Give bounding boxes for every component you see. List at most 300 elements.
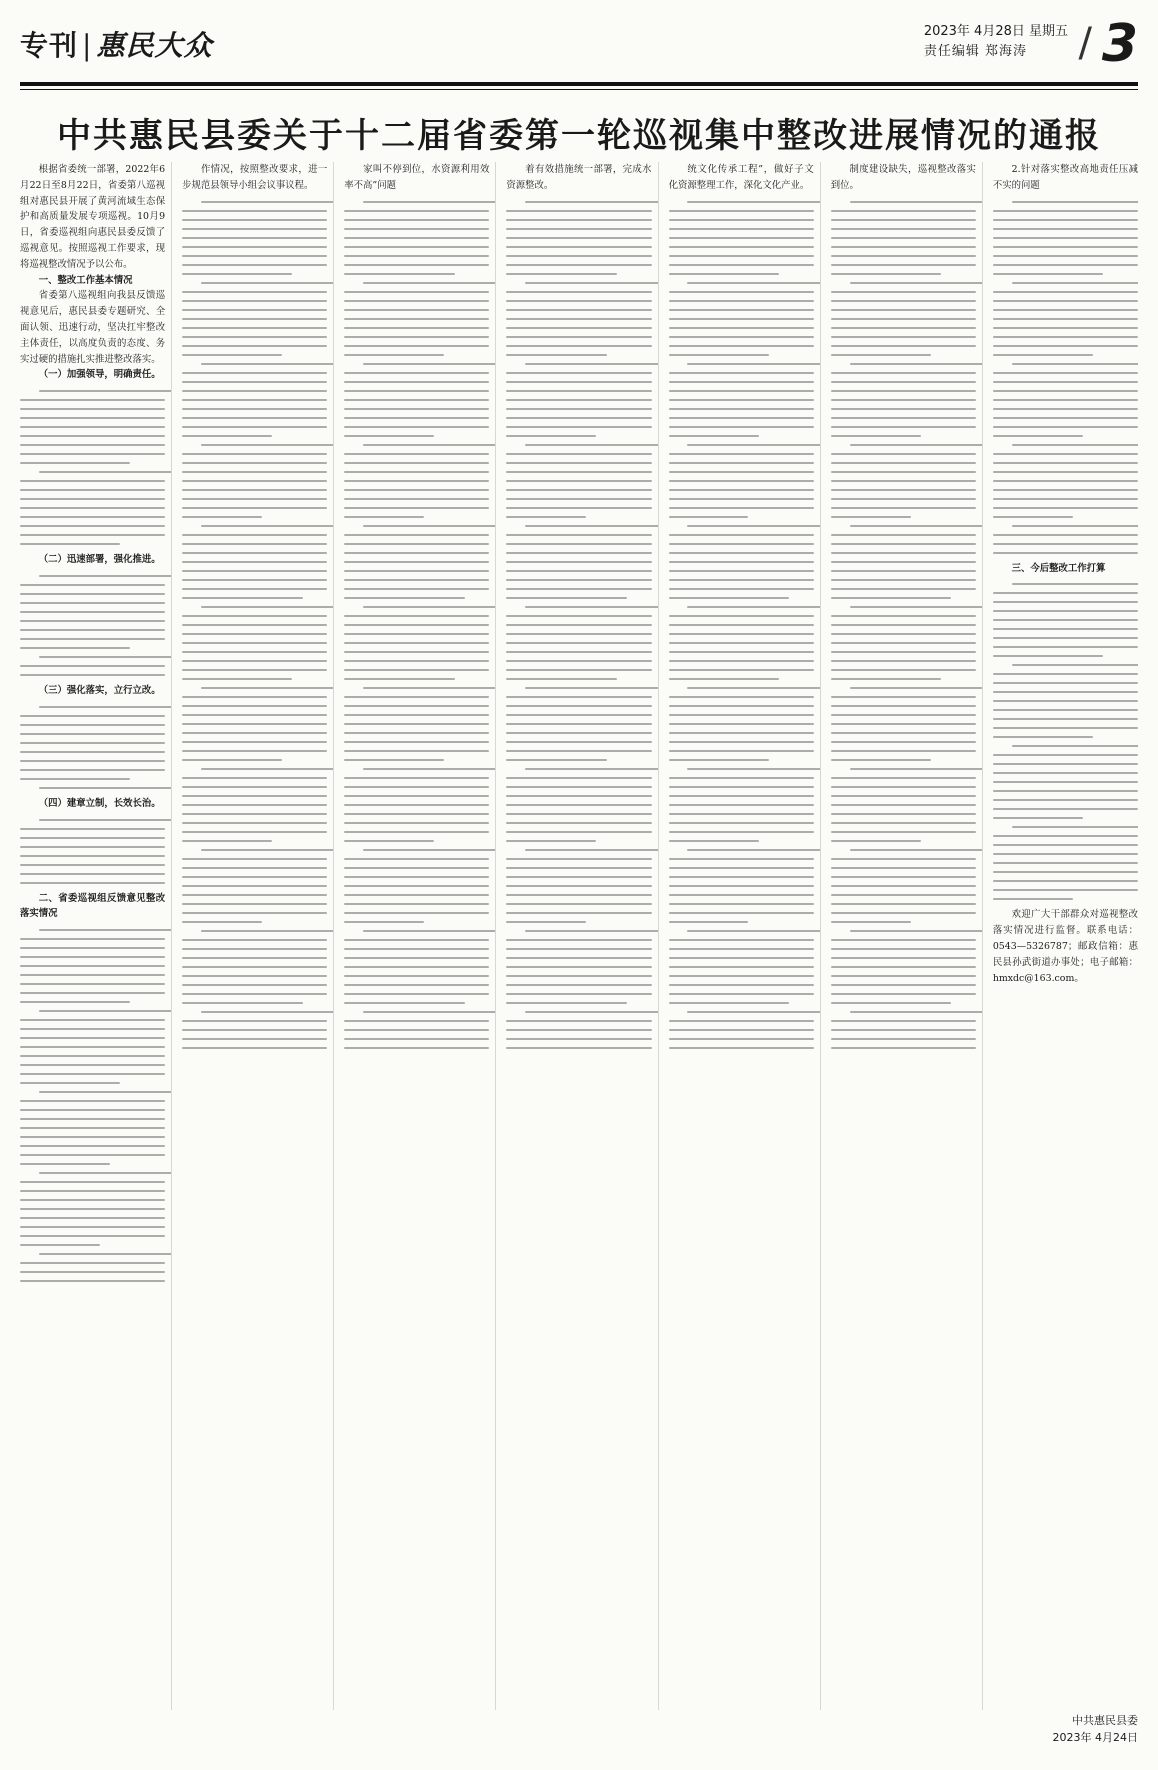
text-line <box>506 408 651 410</box>
text-line <box>669 354 769 356</box>
text-line <box>344 678 454 680</box>
text-line <box>344 714 489 716</box>
text-line <box>506 1029 651 1031</box>
text-line <box>344 453 489 455</box>
text-line <box>344 804 489 806</box>
text-line <box>182 210 327 212</box>
text-line <box>182 237 327 239</box>
text-line <box>993 817 1083 819</box>
text-line <box>506 1020 651 1022</box>
text-line <box>20 1244 100 1246</box>
text-line <box>669 543 814 545</box>
text-line <box>344 912 489 914</box>
text-line <box>182 471 327 473</box>
text-line <box>831 840 921 842</box>
text-line <box>20 1136 165 1138</box>
text-line <box>525 444 658 446</box>
text-line <box>831 210 976 212</box>
text-line <box>20 1100 165 1102</box>
text-line <box>20 543 120 545</box>
text-line <box>993 700 1138 702</box>
text-line <box>831 291 976 293</box>
text-line <box>20 1028 165 1030</box>
text-line <box>850 930 983 932</box>
text-line <box>850 282 983 284</box>
text-line <box>182 642 327 644</box>
text-line <box>506 327 651 329</box>
text-line <box>669 777 814 779</box>
text-line <box>344 426 489 428</box>
text-line <box>344 867 489 869</box>
text-line <box>182 957 327 959</box>
text-line <box>993 709 1138 711</box>
text-line <box>831 1029 976 1031</box>
text-line <box>182 741 327 743</box>
text-line <box>182 381 327 383</box>
text-line <box>831 660 976 662</box>
text-line <box>506 489 651 491</box>
text-line <box>20 1037 165 1039</box>
text-line <box>525 849 658 851</box>
masthead-rule-thin <box>20 89 1138 90</box>
text-line <box>506 939 651 941</box>
text-block <box>20 929 165 1282</box>
text-line <box>506 633 651 635</box>
text-line <box>344 633 489 635</box>
text-line <box>344 462 489 464</box>
text-line <box>344 489 489 491</box>
text-line <box>669 759 769 761</box>
text-line <box>831 633 976 635</box>
text-line <box>20 1055 165 1057</box>
text-line <box>344 210 489 212</box>
text-line <box>831 561 976 563</box>
text-line <box>182 264 327 266</box>
text-line <box>993 372 1138 374</box>
text-line <box>831 876 976 878</box>
text-line <box>20 1064 165 1066</box>
text-line <box>669 714 814 716</box>
text-line <box>20 769 165 771</box>
text-line <box>831 759 931 761</box>
text-line <box>669 633 814 635</box>
text-line <box>993 628 1138 630</box>
text-line <box>669 336 814 338</box>
text-line <box>993 727 1138 729</box>
text-line <box>831 354 931 356</box>
text-line <box>182 732 327 734</box>
text-line <box>363 201 496 203</box>
text-line <box>506 336 651 338</box>
text-line <box>669 471 814 473</box>
article-column-6 <box>831 162 983 1710</box>
text-line <box>182 615 327 617</box>
text-line <box>344 318 489 320</box>
text-line <box>344 399 489 401</box>
text-line <box>669 1002 789 1004</box>
text-line <box>182 300 327 302</box>
masthead <box>20 14 1138 80</box>
text-line <box>669 975 814 977</box>
text-line <box>20 1271 165 1273</box>
text-line <box>20 489 165 491</box>
text-line <box>506 273 616 275</box>
text-line <box>831 957 976 959</box>
text-line <box>344 336 489 338</box>
text-line <box>20 417 165 419</box>
text-line <box>993 682 1138 684</box>
article-headline: 中共惠民县委关于十二届省委第一轮巡视集中整改进展情况的通报 <box>57 116 1101 156</box>
text-line <box>1012 826 1138 828</box>
text-line <box>20 742 165 744</box>
text-line <box>182 255 327 257</box>
text-line <box>993 592 1138 594</box>
page-slash-divider: / <box>1078 20 1092 66</box>
text-line <box>831 813 976 815</box>
text-line <box>39 575 172 577</box>
text-line <box>993 273 1103 275</box>
text-line <box>506 678 616 680</box>
text-line <box>506 426 651 428</box>
text-line <box>344 624 489 626</box>
text-line <box>182 651 327 653</box>
text-line <box>182 1002 302 1004</box>
text-line <box>182 867 327 869</box>
text-line <box>831 912 976 914</box>
text-line <box>525 768 658 770</box>
text-line <box>993 246 1138 248</box>
text-line <box>993 381 1138 383</box>
text-line <box>831 327 976 329</box>
text-line <box>506 237 651 239</box>
text-line <box>344 480 489 482</box>
text-line <box>669 597 789 599</box>
text-line <box>831 714 976 716</box>
body-paragraph: 作情况，按照整改要求，进一步规范县领导小组会议事议程。 <box>182 164 328 191</box>
body-paragraph: 家叫不停到位，水资源利用效率不高”问题 <box>344 164 490 191</box>
text-line <box>506 876 651 878</box>
text-line <box>831 615 976 617</box>
text-line <box>344 984 489 986</box>
text-block <box>831 201 976 1049</box>
text-line <box>831 480 976 482</box>
text-line <box>344 660 489 662</box>
text-line <box>1012 664 1138 666</box>
text-line <box>831 1038 976 1040</box>
text-line <box>669 390 814 392</box>
text-line <box>182 822 327 824</box>
text-line <box>20 837 165 839</box>
text-line <box>344 840 434 842</box>
text-line <box>182 309 327 311</box>
text-line <box>506 975 651 977</box>
text-line <box>669 804 814 806</box>
text-line <box>831 669 976 671</box>
text-line <box>525 525 658 527</box>
text-line <box>525 687 658 689</box>
text-line <box>993 552 1138 554</box>
text-line <box>669 678 779 680</box>
text-line <box>182 579 327 581</box>
text-line <box>525 201 658 203</box>
text-line <box>831 408 976 410</box>
article-column-4 <box>506 162 658 1710</box>
text-line <box>182 345 327 347</box>
text-line <box>344 552 489 554</box>
text-line <box>506 741 651 743</box>
text-line <box>669 264 814 266</box>
text-line <box>506 597 626 599</box>
text-line <box>993 237 1138 239</box>
text-line <box>506 552 651 554</box>
editor-credit: 责任编辑 郑海涛 <box>923 44 1027 59</box>
issue-meta <box>924 22 1068 62</box>
text-line <box>993 691 1138 693</box>
text-line <box>669 651 814 653</box>
text-line <box>669 417 814 419</box>
text-line <box>831 579 976 581</box>
text-line <box>831 624 976 626</box>
text-line <box>182 633 327 635</box>
text-line <box>831 795 976 797</box>
text-line <box>344 1020 489 1022</box>
text-line <box>831 246 976 248</box>
text-line <box>993 291 1138 293</box>
text-line <box>20 855 165 857</box>
text-line <box>182 840 272 842</box>
text-line <box>993 462 1138 464</box>
text-line <box>831 903 976 905</box>
lead-paragraph: 根据省委统一部署，2022年6月22日至8月22日，省委第八巡视组对惠民县开展了黄河流域生态保护和高质量发展专项巡视。10月9日，省委巡视组向惠民县委反馈了巡视意见。按照巡视工作要求，现将巡视整改情况予以公布。 <box>20 164 166 270</box>
text-block <box>20 575 165 676</box>
text-line <box>506 417 651 419</box>
text-line <box>669 381 814 383</box>
text-line <box>669 255 814 257</box>
text-line <box>506 894 651 896</box>
article-column-5 <box>669 162 821 1710</box>
text-line <box>993 799 1138 801</box>
text-line <box>687 849 820 851</box>
text-line <box>344 966 489 968</box>
text-line <box>39 819 172 821</box>
text-line <box>850 363 983 365</box>
text-line <box>344 1029 489 1031</box>
text-line <box>182 876 327 878</box>
text-line <box>20 1127 165 1129</box>
text-line <box>506 1047 651 1049</box>
text-line <box>831 705 976 707</box>
text-line <box>831 264 976 266</box>
text-line <box>850 768 983 770</box>
text-line <box>831 273 941 275</box>
text-line <box>506 903 651 905</box>
text-line <box>182 804 327 806</box>
text-line <box>669 903 814 905</box>
text-line <box>993 507 1138 509</box>
text-block <box>20 390 165 545</box>
text-line <box>1012 525 1138 527</box>
text-line <box>344 273 454 275</box>
text-line <box>669 831 814 833</box>
text-line <box>506 264 651 266</box>
text-line <box>182 813 327 815</box>
text-line <box>506 984 651 986</box>
text-line <box>993 619 1138 621</box>
text-line <box>831 300 976 302</box>
text-line <box>687 444 820 446</box>
text-line <box>831 426 976 428</box>
text-line <box>506 723 651 725</box>
issue-date: 2023年 4月28日 星期五 <box>923 24 1068 39</box>
text-line <box>506 624 651 626</box>
text-line <box>20 584 165 586</box>
text-line <box>182 966 327 968</box>
text-line <box>506 1038 651 1040</box>
text-line <box>993 781 1138 783</box>
text-line <box>506 813 651 815</box>
text-line <box>506 948 651 950</box>
text-line <box>506 759 606 761</box>
text-line <box>20 480 165 482</box>
text-line <box>669 300 814 302</box>
text-line <box>39 656 172 658</box>
text-line <box>201 606 334 608</box>
text-line <box>831 588 976 590</box>
text-line <box>506 705 651 707</box>
text-line <box>344 759 444 761</box>
text-line <box>182 327 327 329</box>
text-line <box>182 462 327 464</box>
text-line <box>669 489 814 491</box>
text-line <box>182 786 327 788</box>
text-block <box>993 583 1138 900</box>
article-column-7 <box>993 162 1138 1710</box>
body-paragraph: 统文化传承工程”，做好子文化资源整理工作，深化文化产业。 <box>668 164 814 191</box>
text-line <box>182 858 327 860</box>
text-line <box>20 715 165 717</box>
text-line <box>993 646 1138 648</box>
text-line <box>993 543 1138 545</box>
text-line <box>182 561 327 563</box>
text-line <box>506 615 651 617</box>
text-line <box>20 778 130 780</box>
text-line <box>669 948 814 950</box>
text-line <box>182 228 327 230</box>
text-line <box>344 822 489 824</box>
text-line <box>506 579 651 581</box>
text-line <box>506 732 651 734</box>
text-line <box>993 498 1138 500</box>
text-line <box>39 1172 172 1174</box>
text-line <box>201 363 334 365</box>
text-line <box>506 390 651 392</box>
text-line <box>20 1226 165 1228</box>
text-line <box>506 561 651 563</box>
text-line <box>363 849 496 851</box>
text-line <box>344 705 489 707</box>
text-line <box>669 921 749 923</box>
text-line <box>182 507 327 509</box>
text-line <box>993 354 1093 356</box>
text-line <box>669 669 814 671</box>
text-line <box>20 965 165 967</box>
text-line <box>363 768 496 770</box>
section-heading: 三、今后整改工作打算 <box>1011 562 1106 574</box>
text-line <box>344 1047 489 1049</box>
text-line <box>39 706 172 708</box>
text-line <box>20 1208 165 1210</box>
text-line <box>344 435 434 437</box>
text-line <box>506 786 651 788</box>
text-line <box>344 372 489 374</box>
text-line <box>182 417 327 419</box>
text-line <box>831 732 976 734</box>
text-line <box>344 921 424 923</box>
subsection-heading: （一）加强领导，明确责任。 <box>38 369 161 381</box>
text-line <box>831 237 976 239</box>
text-line <box>1012 444 1138 446</box>
text-line <box>669 309 814 311</box>
text-line <box>669 840 759 842</box>
text-line <box>669 534 814 536</box>
text-line <box>993 516 1073 518</box>
text-line <box>20 1235 165 1237</box>
text-line <box>993 736 1093 738</box>
text-line <box>344 345 489 347</box>
text-line <box>831 318 976 320</box>
text-line <box>687 363 820 365</box>
text-line <box>506 966 651 968</box>
text-line <box>669 660 814 662</box>
text-line <box>669 993 814 995</box>
text-line <box>506 381 651 383</box>
text-line <box>831 345 976 347</box>
text-line <box>20 665 165 667</box>
text-line <box>20 1154 165 1156</box>
text-line <box>669 822 814 824</box>
text-line <box>39 1010 172 1012</box>
text-line <box>669 273 779 275</box>
text-line <box>39 929 172 931</box>
text-line <box>20 507 165 509</box>
text-line <box>201 930 334 932</box>
brand <box>20 24 212 64</box>
text-line <box>344 246 489 248</box>
text-line <box>363 444 496 446</box>
text-block <box>669 201 814 1049</box>
text-line <box>831 948 976 950</box>
text-line <box>669 516 749 518</box>
text-line <box>344 588 489 590</box>
text-line <box>201 768 334 770</box>
text-line <box>182 948 327 950</box>
text-line <box>687 201 820 203</box>
text-line <box>993 673 1138 675</box>
text-line <box>344 327 489 329</box>
text-line <box>506 372 651 374</box>
text-line <box>182 759 282 761</box>
text-line <box>506 867 651 869</box>
text-line <box>506 840 596 842</box>
text-line <box>669 1020 814 1022</box>
text-line <box>182 696 327 698</box>
text-line <box>993 790 1138 792</box>
text-line <box>344 741 489 743</box>
text-line <box>20 882 165 884</box>
text-line <box>363 606 496 608</box>
text-line <box>831 993 976 995</box>
text-line <box>669 615 814 617</box>
